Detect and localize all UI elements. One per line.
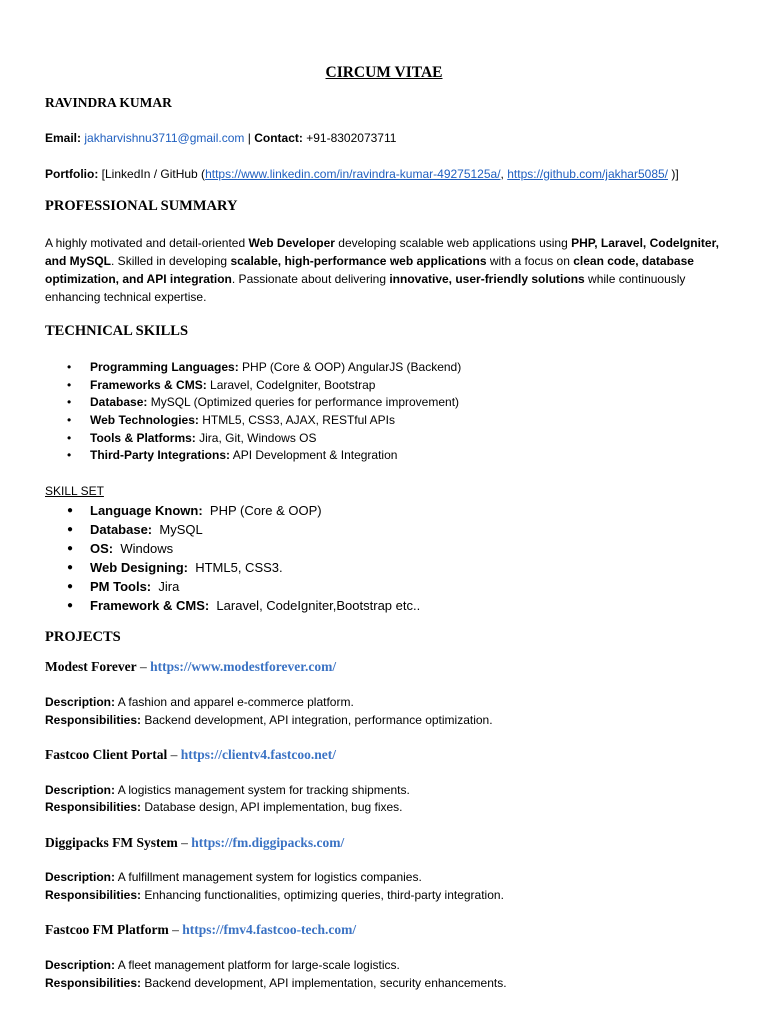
responsibilities-text: Enhancing functionalities, optimizing queries, third-party integration. (141, 888, 504, 902)
list-item (45, 539, 420, 558)
project-link[interactable]: https://clientv4.fastcoo.net/ (180, 747, 336, 762)
summary-bold: scalable, high-performance web applications (230, 254, 487, 268)
skill-value: Jira (151, 579, 180, 594)
summary-heading: PROFESSIONAL SUMMARY (45, 198, 238, 214)
list-item (45, 377, 461, 395)
project-description (45, 870, 422, 884)
project-link[interactable]: https://www.modestforever.com/ (150, 659, 337, 674)
skill-value: MySQL (Optimized queries for performance improvement) (147, 395, 460, 410)
summary-text: A highly motivated and detail-oriented (45, 236, 249, 250)
summary-text: developing scalable web applications using (334, 236, 572, 250)
project-link[interactable]: https://fm.diggipacks.com/ (191, 835, 345, 850)
portfolio-line (45, 167, 679, 181)
portfolio-comma: , (500, 167, 504, 181)
responsibilities-label: Responsibilities: (45, 976, 142, 990)
skill-label: Tools & Platforms: (90, 430, 196, 445)
project-title (45, 835, 344, 851)
project-title (45, 922, 356, 938)
project-responsibilities (45, 713, 493, 727)
skill-value: PHP (Core & OOP) AngularJS (Backend) (238, 360, 462, 374)
list-item (45, 577, 420, 596)
phone-number: +91-8302073711 (306, 131, 397, 145)
contact-separator: | (247, 131, 251, 145)
contact-label: Contact: (254, 131, 303, 145)
list-item (45, 501, 420, 520)
skill-label: Web Designing: (90, 560, 188, 575)
project-dash: – (167, 747, 181, 762)
skill-value: Jira, Git, Windows OS (195, 430, 317, 445)
project-name: Fastcoo Client Portal (45, 747, 168, 762)
summary-paragraph (45, 234, 735, 306)
linkedin-link[interactable]: https://www.linkedin.com/in/ravindra-kumar-49275125a/ (205, 167, 501, 181)
summary-bold: Web Developer (248, 236, 335, 250)
summary-bold: PHP, Laravel, CodeIgniter, and MySQL (45, 236, 719, 268)
responsibilities-text: Backend development, API implementation, security enhancements. (141, 976, 507, 990)
description-label: Description: (45, 783, 116, 797)
description-text: A fulfillment management system for logistics companies. (115, 870, 422, 884)
portfolio-suffix: )] (671, 167, 679, 181)
project-title (45, 747, 336, 763)
project-responsibilities (45, 888, 504, 902)
projects-heading: PROJECTS (45, 629, 121, 645)
skill-label: Language Known: (90, 503, 203, 518)
project-responsibilities (45, 976, 507, 990)
project-description (45, 695, 354, 709)
project-dash: – (168, 922, 183, 937)
responsibilities-label: Responsibilities: (45, 713, 142, 727)
project-description (45, 958, 400, 972)
skill-value: MySQL (152, 522, 203, 537)
skill-value: HTML5, CSS3, AJAX, RESTful APIs (198, 413, 395, 428)
responsibilities-label: Responsibilities: (45, 800, 142, 814)
project-description (45, 783, 410, 797)
list-item (45, 359, 461, 377)
skill-label: Programming Languages: (90, 360, 239, 374)
project-link[interactable]: https://fmv4.fastcoo-tech.com/ (182, 922, 357, 937)
summary-text: . Skilled in developing (111, 254, 231, 268)
responsibilities-label: Responsibilities: (45, 888, 142, 902)
project-responsibilities (45, 800, 403, 814)
description-label: Description: (45, 870, 116, 884)
summary-text: while continuously enhancing technical expertise. (45, 272, 686, 304)
candidate-name: RAVINDRA KUMAR (45, 95, 172, 110)
summary-text: with a focus on (486, 254, 574, 268)
list-item (45, 596, 420, 615)
skill-set-heading: SKILL SET (45, 484, 104, 498)
skill-label: OS: (90, 541, 114, 556)
email-label: Email: (45, 131, 82, 145)
skill-label: Framework & CMS: (90, 598, 210, 613)
skill-label: Database: (90, 522, 153, 537)
skill-value: Windows (113, 541, 174, 556)
summary-text: . Passionate about delivering (231, 272, 390, 286)
list-item (45, 394, 461, 412)
list-item (45, 412, 461, 430)
skill-label: Third-Party Integrations: (90, 448, 231, 463)
skill-label: Database: (90, 395, 148, 410)
description-text: A fashion and apparel e-commerce platform. (115, 695, 354, 709)
email-link[interactable]: jakharvishnu3711@gmail.com (84, 131, 245, 145)
skill-value: HTML5, CSS3. (187, 560, 283, 575)
project-name: Modest Forever (45, 659, 137, 674)
skill-value: Laravel, CodeIgniter, Bootstrap (206, 377, 376, 392)
description-text: A logistics management system for tracking shipments. (115, 783, 410, 797)
project-dash: – (136, 659, 151, 674)
project-name: Fastcoo FM Platform (45, 922, 169, 937)
list-item (45, 520, 420, 539)
summary-bold: innovative, user-friendly solutions (389, 272, 585, 286)
responsibilities-text: Backend development, API integration, performance optimization. (141, 713, 493, 727)
skill-label: Frameworks & CMS: (90, 377, 207, 392)
list-item (45, 558, 420, 577)
contact-line (45, 131, 396, 145)
skill-value: API Development & Integration (230, 448, 398, 463)
document-title: CIRCUM VITAE (325, 64, 443, 81)
project-name: Diggipacks FM System (45, 835, 178, 850)
description-label: Description: (45, 958, 116, 972)
portfolio-label: Portfolio: (45, 167, 99, 181)
responsibilities-text: Database design, API implementation, bug fixes. (141, 800, 403, 814)
portfolio-prefix: [LinkedIn / GitHub ( (101, 167, 206, 181)
github-link[interactable]: https://github.com/jakhar5085/ (507, 167, 668, 181)
description-text: A fleet management platform for large-scale logistics. (115, 958, 400, 972)
summary-bold: clean code, database optimization, and API integration (45, 254, 694, 286)
skill-label: Web Technologies: (90, 413, 199, 428)
technical-skills-list (45, 359, 461, 465)
description-label: Description: (45, 695, 116, 709)
skill-label: PM Tools: (90, 579, 152, 594)
skill-value: Laravel, CodeIgniter,Bootstrap etc.. (209, 598, 421, 613)
skill-set-list (45, 501, 420, 615)
skill-value: PHP (Core & OOP) (202, 503, 322, 518)
project-title (45, 659, 336, 675)
project-dash: – (177, 835, 192, 850)
technical-skills-heading: TECHNICAL SKILLS (45, 323, 189, 339)
list-item (45, 430, 461, 448)
list-item (45, 447, 461, 465)
